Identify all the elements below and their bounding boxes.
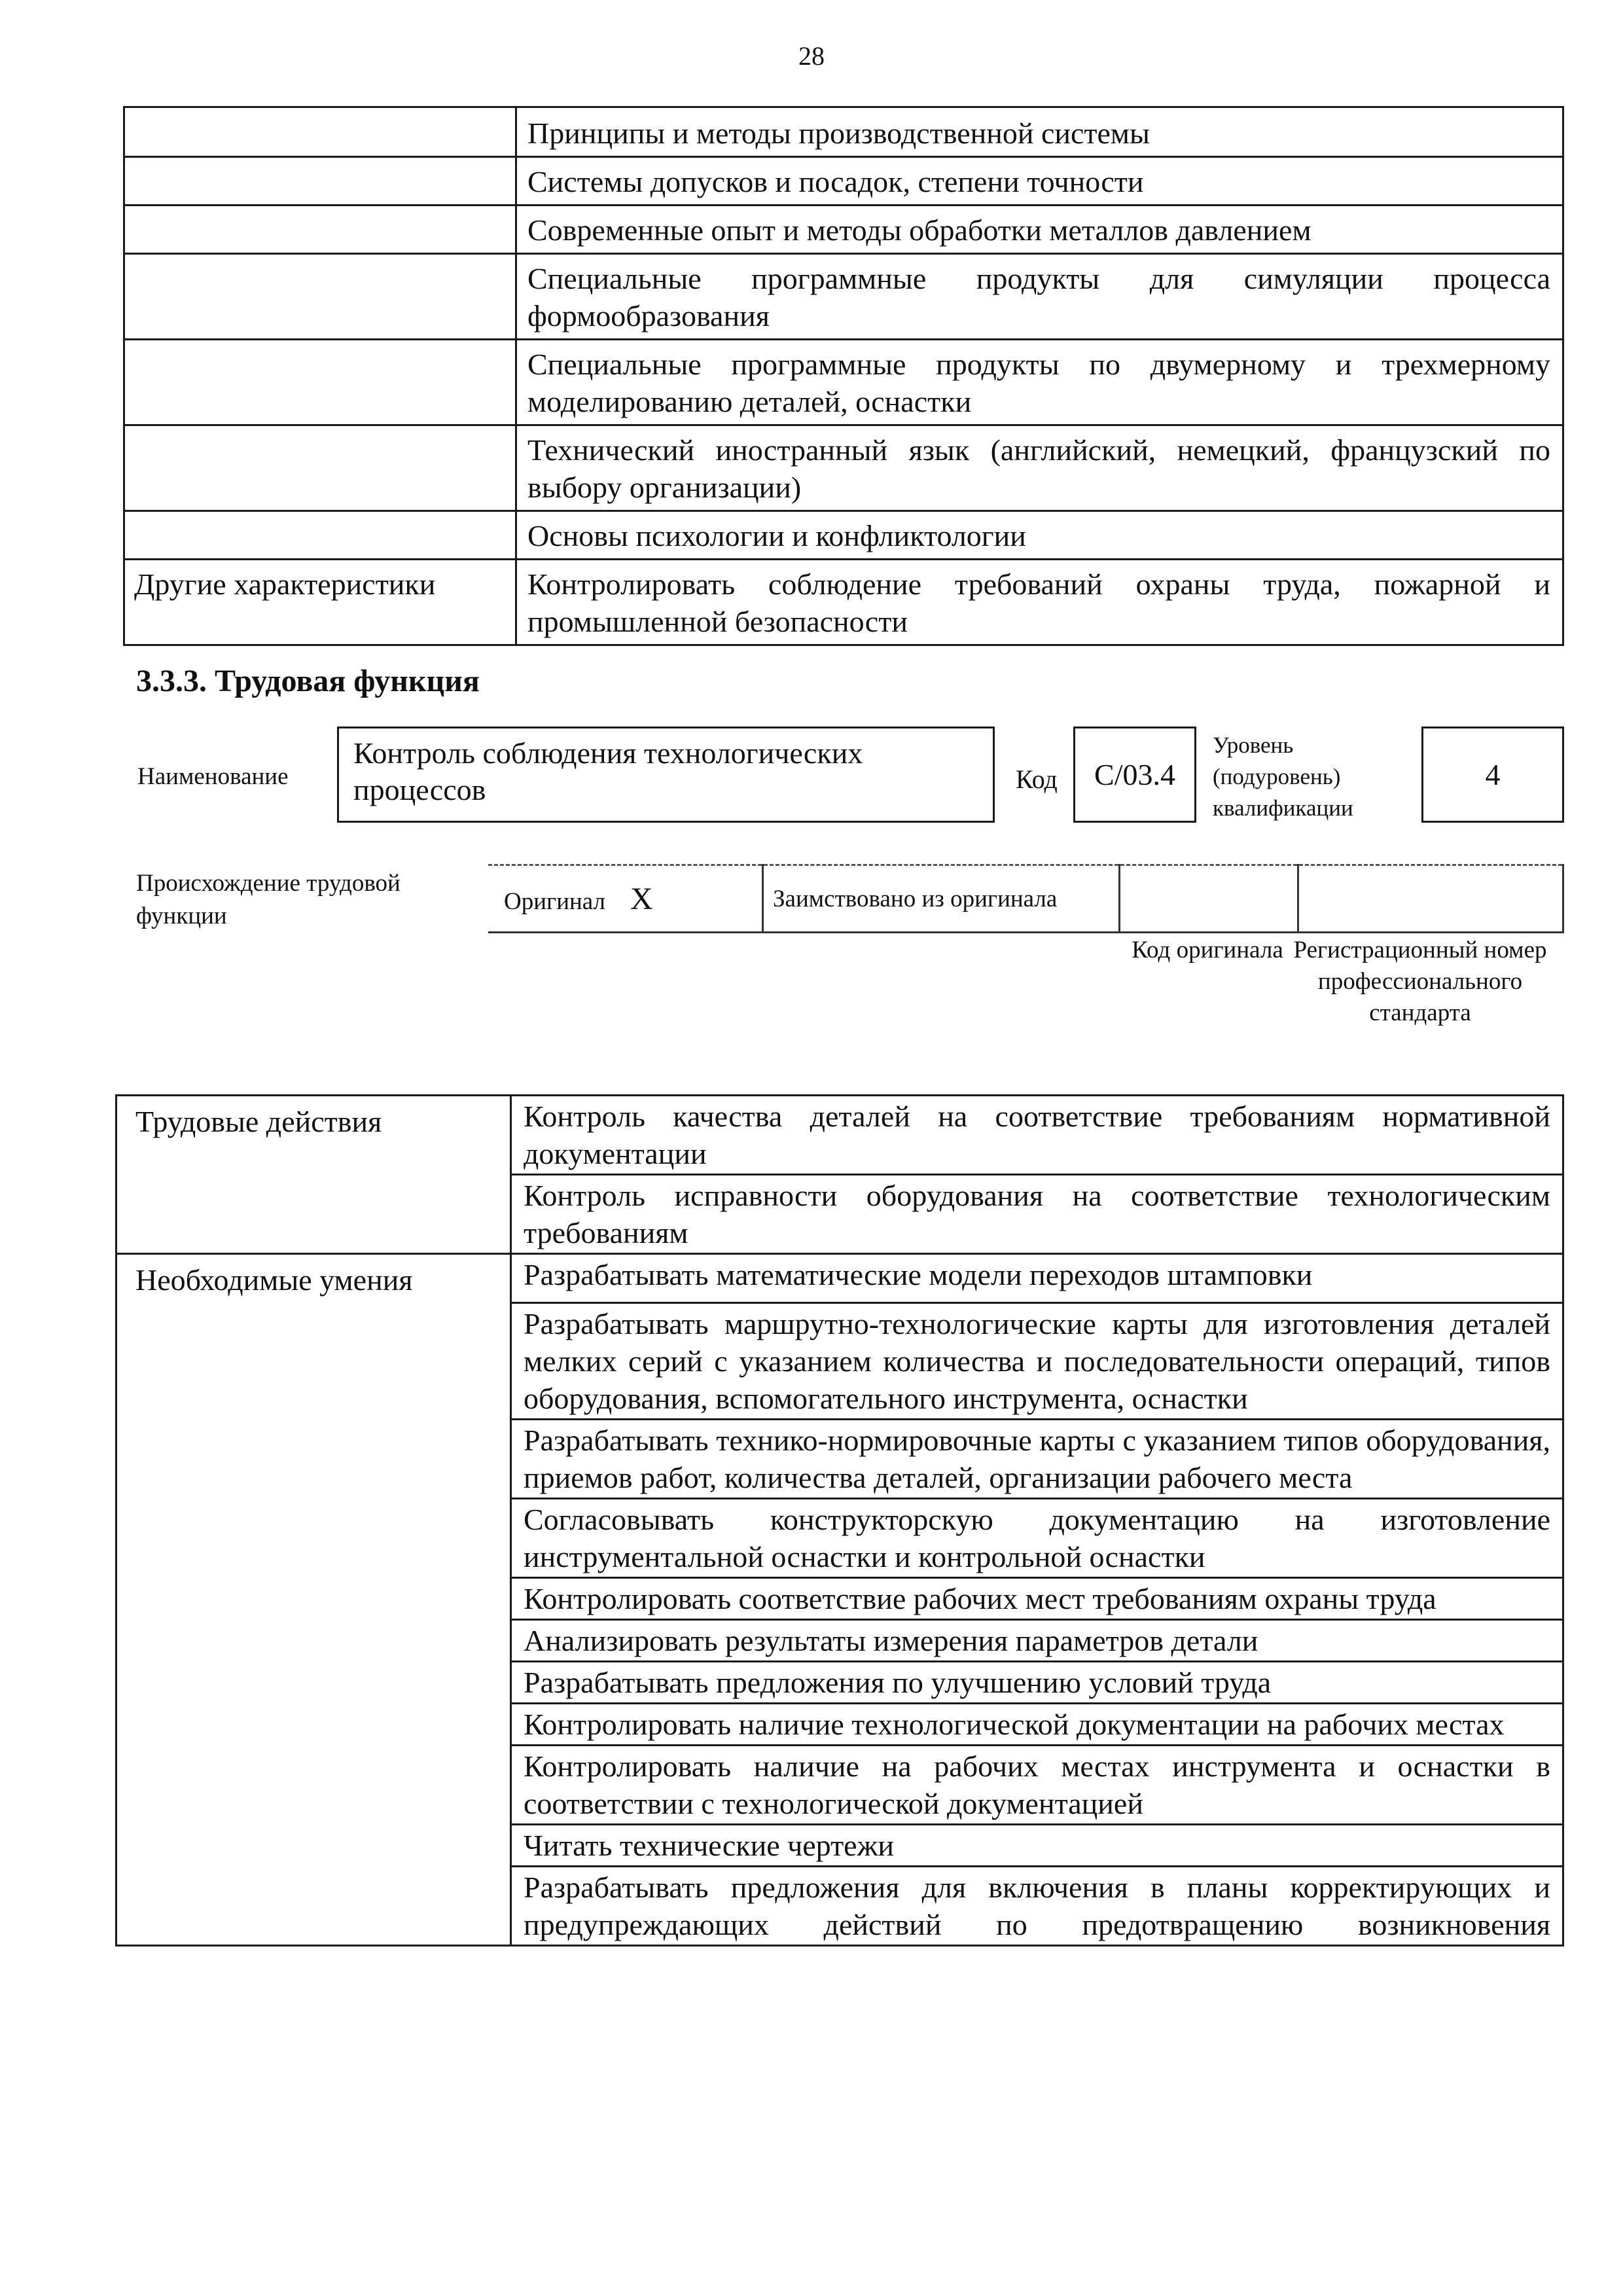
origin-table <box>488 864 1564 933</box>
skill-item: Разрабатывать технико-нормировочные карты с указанием типов оборудования, приемов работ, количества деталей, организации рабочего места <box>511 1419 1563 1498</box>
other-characteristics-label: Другие характеристики <box>124 560 516 645</box>
code-box: C/03.4 <box>1073 726 1196 823</box>
other-characteristics-value: Контролировать соблюдение требований охраны труда, пожарной и промышленной безопасности <box>516 560 1563 645</box>
knowledge-item: Основы психологии и конфликтологии <box>516 511 1563 560</box>
skill-item: Разрабатывать предложения по улучшению условий труда <box>511 1661 1563 1703</box>
skills-label: Необходимые умения <box>116 1254 511 1303</box>
caption-registration-number: Регистрационный номер профессионального стандарта <box>1293 937 1547 1026</box>
registration-number-cell <box>1298 865 1563 933</box>
knowledge-item: Специальные программные продукты по двумерному и трехмерному моделированию деталей, оснастки <box>516 340 1563 425</box>
skill-item: Анализировать результаты измерения параметров детали <box>511 1619 1563 1661</box>
original-cell <box>488 865 763 933</box>
skill-item: Контролировать наличие технологической документации на рабочих местах <box>511 1703 1563 1745</box>
code-label: Код <box>1016 764 1058 794</box>
skill-item: Контролировать наличие на рабочих местах инструмента и оснастки в соответствии с технологической документацией <box>511 1745 1563 1824</box>
page-number: 28 <box>798 41 825 71</box>
name-label: Наименование <box>137 763 289 790</box>
knowledge-item: Принципы и методы производственной системы <box>516 107 1563 157</box>
borrowed-label: Заимствовано из оригинала <box>763 865 1120 933</box>
knowledge-item: Технический иностранный язык (английский, немецкий, французский по выбору организации) <box>516 425 1563 511</box>
knowledge-table <box>123 106 1564 646</box>
caption-original-code: Код оригинала <box>1132 937 1283 963</box>
function-name-box: Контроль соблюдения технологических процессов <box>337 726 995 823</box>
original-label: Оригинал <box>504 888 606 915</box>
knowledge-item: Современные опыт и методы обработки металлов давлением <box>516 206 1563 254</box>
skill-item: Контролировать соответствие рабочих мест требованиям охраны труда <box>511 1577 1563 1619</box>
action-item: Контроль исправности оборудования на соответствие технологическим требованиям <box>511 1175 1563 1254</box>
skill-item: Разрабатывать математические модели переходов штамповки <box>511 1254 1563 1303</box>
section-title: 3.3.3. Трудовая функция <box>136 664 480 698</box>
knowledge-label-cell <box>124 107 516 157</box>
action-item: Контроль качества деталей на соответствие требованиям нормативной документации <box>511 1096 1563 1175</box>
level-label <box>1213 730 1402 824</box>
original-mark: X <box>630 881 653 916</box>
skill-item: Разрабатывать маршрутно-технологические карты для изготовления деталей мелких серий с указанием количества и последовательности операций, типов оборудования, вспомогательного инструмента, оснастки <box>511 1302 1563 1419</box>
actions-label: Трудовые действия <box>116 1096 511 1175</box>
skill-item: Читать технические чертежи <box>511 1824 1563 1866</box>
origin-label: Происхождение трудовой функции <box>136 870 401 929</box>
skill-item: Разрабатывать предложения для включения в планы корректирующих и предупреждающих действий по предотвращению возникновения <box>511 1866 1563 1945</box>
function-table <box>115 1094 1564 1946</box>
knowledge-item: Специальные программные продукты для симуляции процесса формообразования <box>516 254 1563 340</box>
skill-item: Согласовывать конструкторскую документацию на изготовление инструментальной оснастки и контрольной оснастки <box>511 1498 1563 1577</box>
original-code-cell <box>1120 865 1298 933</box>
level-box: 4 <box>1421 726 1564 823</box>
level-label-text: Уровень (подуровень) квалификации <box>1213 732 1353 821</box>
knowledge-item: Системы допусков и посадок, степени точности <box>516 157 1563 206</box>
